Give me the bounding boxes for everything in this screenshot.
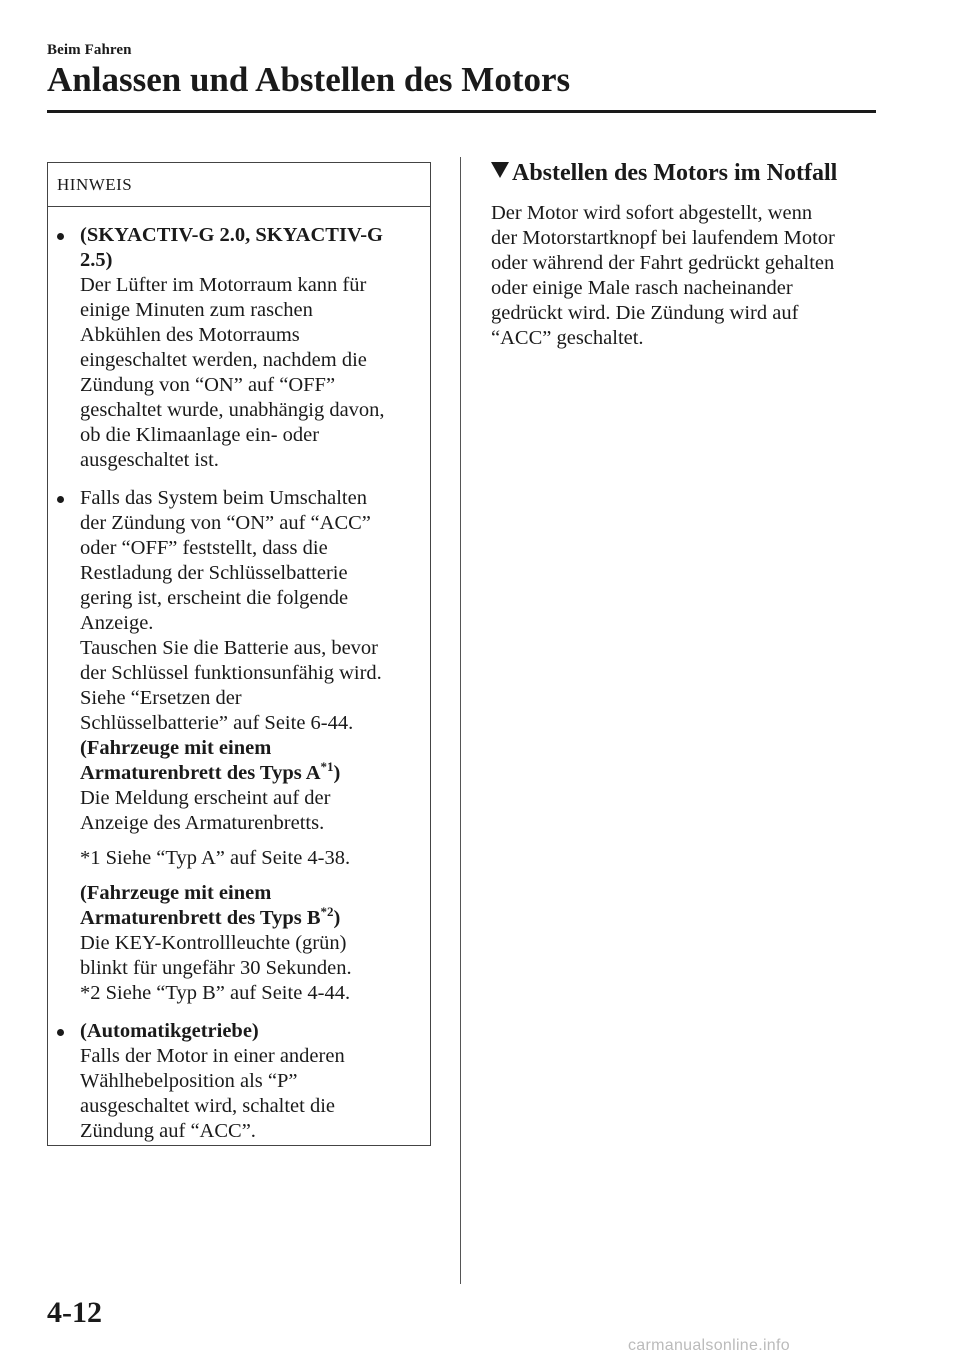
text-line: Die Meldung erscheint auf der bbox=[80, 787, 331, 809]
footnote-ref: *1 bbox=[320, 759, 334, 774]
text-line: der Motorstartknopf bei laufendem Motor bbox=[491, 227, 835, 249]
text-line: eingeschaltet werden, nachdem die bbox=[80, 349, 367, 371]
emergency-paragraph bbox=[491, 201, 891, 351]
text-line: ausgeschaltet wird, schaltet die bbox=[80, 1095, 336, 1117]
type-b-heading-text: Armaturenbrett des Typs B bbox=[80, 907, 321, 929]
note-box bbox=[47, 162, 431, 1146]
text-line: Falls das System beim Umschalten bbox=[80, 487, 367, 509]
section-label: Beim Fahren bbox=[47, 42, 132, 58]
text-line: Der Motor wird sofort abgestellt, wenn bbox=[491, 202, 813, 224]
text-line: einige Minuten zum raschen bbox=[80, 299, 313, 321]
note-item-automatic bbox=[57, 1019, 424, 1144]
heading-close: ) bbox=[333, 762, 341, 784]
text-line: blinkt für ungefähr 30 Sekunden. bbox=[80, 957, 352, 979]
text-line: Schlüsselbatterie” auf Seite 6-44. bbox=[80, 712, 354, 734]
note-item-heading: (Automatikgetriebe) bbox=[80, 1020, 259, 1042]
text-line: Zündung von “ON” auf “OFF” bbox=[80, 374, 336, 396]
text-line: “ACC” geschaltet. bbox=[491, 327, 644, 349]
text-line: Wählhebelposition als “P” bbox=[80, 1070, 298, 1092]
text-line: Falls der Motor in einer anderen bbox=[80, 1045, 345, 1067]
footnote-ref: *2 bbox=[320, 904, 334, 919]
right-column bbox=[491, 157, 891, 351]
text-line: gering ist, erscheint die folgende bbox=[80, 587, 349, 609]
heading-close: ) bbox=[333, 907, 341, 929]
text-line: oder während der Fahrt gedrückt gehalten bbox=[491, 252, 835, 274]
bullet-icon bbox=[57, 1029, 64, 1036]
note-item-engine-fan bbox=[57, 223, 424, 473]
note-item-heading: (SKYACTIV-G 2.0, SKYACTIV-G bbox=[80, 224, 383, 246]
watermark: carmanualsonline.info bbox=[628, 1337, 790, 1354]
text-line: Zündung auf “ACC”. bbox=[80, 1120, 256, 1142]
text-line: ausgeschaltet ist. bbox=[80, 449, 219, 471]
text-line: der Zündung von “ON” auf “ACC” bbox=[80, 512, 371, 534]
footnote: *1 Siehe “Typ A” auf Seite 4-38. bbox=[80, 847, 351, 869]
triangle-down-icon bbox=[491, 162, 509, 178]
text-line: Siehe “Ersetzen der bbox=[80, 687, 242, 709]
type-a-heading-text: Armaturenbrett des Typs A bbox=[80, 762, 321, 784]
note-body bbox=[48, 207, 430, 1144]
text-line: der Schlüssel funktionsunfähig wird. bbox=[80, 662, 382, 684]
emergency-heading bbox=[491, 157, 891, 189]
title-rule bbox=[47, 110, 876, 113]
footnote: *2 Siehe “Typ B” auf Seite 4-44. bbox=[80, 982, 351, 1004]
text-line: ob die Klimaanlage ein- oder bbox=[80, 424, 320, 446]
bullet-icon bbox=[57, 233, 64, 240]
emergency-heading-text: Abstellen des Motors im Notfall bbox=[512, 160, 838, 186]
type-a-heading bbox=[80, 761, 424, 786]
text-line: Abkühlen des Motorraums bbox=[80, 324, 300, 346]
text-line: oder “OFF” feststellt, dass die bbox=[80, 537, 328, 559]
type-b-heading: (Fahrzeuge mit einem bbox=[80, 882, 272, 904]
note-item-heading: 2.5) bbox=[80, 249, 113, 271]
text-line: Die KEY-Kontrollleuchte (grün) bbox=[80, 932, 347, 954]
text-line: geschaltet wurde, unabhängig davon, bbox=[80, 399, 385, 421]
type-a-heading: (Fahrzeuge mit einem bbox=[80, 737, 272, 759]
column-divider bbox=[460, 157, 461, 1284]
page-title: Anlassen und Abstellen des Motors bbox=[47, 60, 571, 99]
text-line: Der Lüfter im Motorraum kann für bbox=[80, 274, 367, 296]
note-header: HINWEIS bbox=[48, 163, 430, 207]
text-line: gedrückt wird. Die Zündung wird auf bbox=[491, 302, 799, 324]
text-line: Tauschen Sie die Batterie aus, bevor bbox=[80, 637, 378, 659]
text-line: Restladung der Schlüsselbatterie bbox=[80, 562, 348, 584]
note-item-key-battery bbox=[57, 486, 424, 1006]
text-line: Anzeige. bbox=[80, 612, 154, 634]
bullet-icon bbox=[57, 496, 64, 503]
text-line: Anzeige des Armaturenbretts. bbox=[80, 812, 325, 834]
text-line: oder einige Male rasch nacheinander bbox=[491, 277, 793, 299]
type-b-heading bbox=[80, 906, 424, 931]
page-number: 4-12 bbox=[47, 1296, 102, 1329]
